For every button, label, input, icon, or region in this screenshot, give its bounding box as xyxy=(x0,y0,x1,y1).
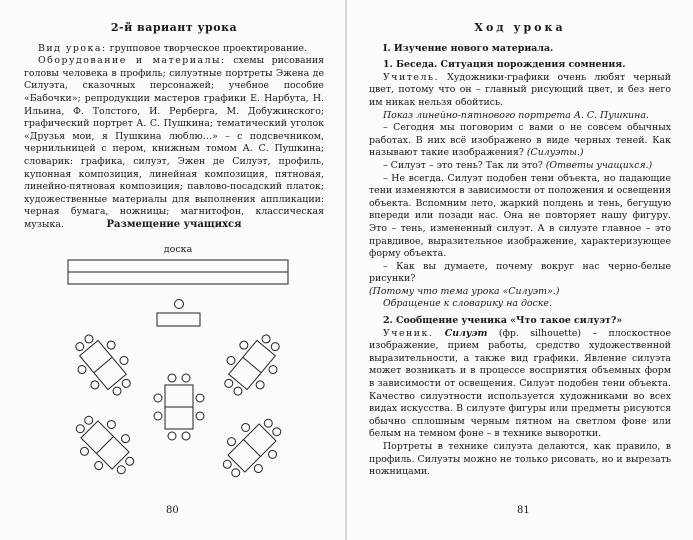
lesson-type-value: групповое творческое проектирование. xyxy=(109,42,308,54)
left-page-title: 2-й вариант урока xyxy=(110,21,238,34)
student-paragraph xyxy=(369,328,671,441)
paragraph-4: – Как вы думаете, почему вокруг нас черно-белые рисунки? xyxy=(369,260,671,285)
diagram-title: Размещение учащихся xyxy=(106,219,242,230)
center-table xyxy=(154,374,204,440)
paragraph-5: Портреты в технике силуэта делаются, как правило, в профиль. Силуэты можно не только рисовать, но и вырезать ножницами. xyxy=(369,441,671,478)
teacher-label: Учитель. xyxy=(383,71,439,83)
blackboard xyxy=(68,260,288,284)
group-table-top-left xyxy=(64,325,142,405)
group-table-top-right xyxy=(213,325,291,405)
paragraph-1 xyxy=(369,122,671,160)
teacher-text: Художники-графики очень любят черный цвет, потому что он – главный рисующий цвет, и без него им никак нельзя обойтись. xyxy=(369,71,671,108)
paragraph-1-text: – Сегодня мы поговорим с вами о не совсем обычных работах. В них всё изображено в виде черных теней. Как называют такие изображения? xyxy=(369,122,671,159)
group-table-bottom-left xyxy=(65,405,144,484)
paragraph-3: – Не всегда. Силуэт подобен тени объекта, но падающие тени изменяются в зависимости от положения и освещения объекта. Вспомним лето, жаркий полдень и тень, бегущую впереди или позади нас. Она не повторяет нашу фигуру. Это – тень, измененный силуэт. А в силуэте главное – это правдивое, выразительное изображение, характеризующее форму объекта. xyxy=(369,172,671,260)
show-note: Показ линейно-пятнового портрета А. С. Пушкина. xyxy=(383,109,649,121)
term-silhouette: Силуэт xyxy=(444,327,488,339)
paragraph-2-answer: (Ответы учащихся.) xyxy=(545,159,653,171)
left-page xyxy=(0,0,346,540)
paragraph-2-text: – Силуэт – это тень? Так ли это? xyxy=(383,159,543,171)
right-page xyxy=(347,0,693,540)
teacher-paragraph xyxy=(369,72,671,110)
term-origin: (фр. silhouette) xyxy=(498,327,582,339)
student-text: – плоскостное изображение, прием работы, средство художественной выразительности, а также вид графики. Явление силуэта может возникать и в процессе восприятия объемных форм в зависимости от освещения. Силуэт подобен тени объекта. Качество силуэтности используется художниками во всех видах искусства. В силуэте фигуры или предметы рисуются обычно сплошным черным пятном на светлом фоне или белым на темном фоне – в технике выворотки. xyxy=(369,327,671,440)
right-page-number: 81 xyxy=(517,505,530,516)
lesson-type-label: Вид урока: xyxy=(38,42,107,54)
dictionary-note: Обращение к словарику на доске. xyxy=(383,298,552,310)
left-page-number: 80 xyxy=(166,505,179,516)
paragraph-1-answer: (Силуэты.) xyxy=(526,147,584,159)
seating-diagram xyxy=(0,0,346,540)
subsection-heading-1: 1. Беседа. Ситуация порождения сомнения. xyxy=(383,59,626,71)
board-label: доска xyxy=(163,244,193,255)
paragraph-2 xyxy=(369,160,671,173)
teacher-desk xyxy=(157,300,200,327)
right-page-title: Ход урока xyxy=(474,21,566,34)
subsection-heading-2: 2. Сообщение ученика «Что такое силуэт?» xyxy=(383,315,623,327)
student-label: Ученик. xyxy=(383,327,434,339)
equipment-label: Оборудование и материалы: xyxy=(38,55,226,67)
right-page-text xyxy=(369,22,671,479)
section-heading-1: I. Изучение нового материала. xyxy=(383,42,554,54)
paragraph-4-answer: (Потому что тема урока «Силуэт».) xyxy=(369,285,560,297)
equipment-text: схемы рисования головы человека в профиль; силуэтные портреты Эжена де Силуэта, сказочных персонажей; учебное пособие «Бабочки»; репродукции мастеров графики Е. Нарбута, Н. Ильина, Ф. Толстого, И. Рерберга, М. Добужинского; графический портрет А. С. Пушкина; тематический уголок «Друзья мои, я Пушкина люблю…» – с подсвечником, чернильницей с пером, книжным томом А. С. Пушкина; словарик: графика, силуэт, Эжен де Силуэт, профиль, купонная композиция, линейная композиция, пятновая, линейно-пятновая композиция; павлово-посадский платок; художественные материалы для выполнения аппликации: черная бумага, ножницы; магнитофон, классическая музыка. xyxy=(24,55,324,230)
group-table-bottom-right xyxy=(212,408,291,487)
